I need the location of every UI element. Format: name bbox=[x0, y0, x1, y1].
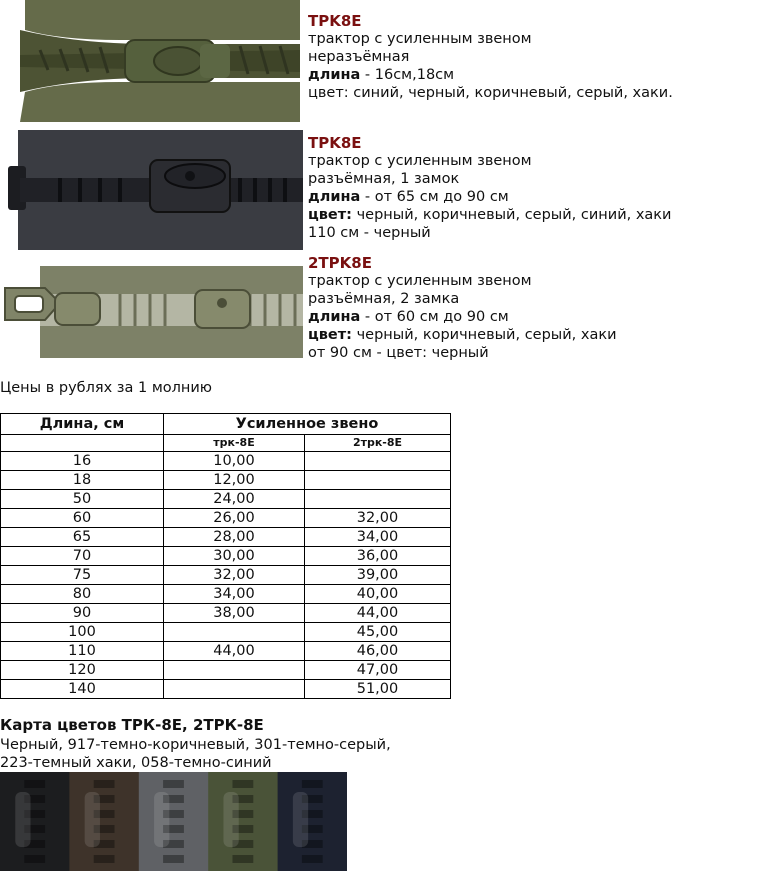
cell-length: 100 bbox=[1, 623, 164, 642]
table-row bbox=[1, 490, 451, 509]
header-length: Длина, см bbox=[1, 414, 164, 435]
cell-price-2trk8e: 47,00 bbox=[305, 661, 451, 680]
table-row bbox=[1, 547, 451, 566]
cell-price-2trk8e bbox=[305, 452, 451, 471]
cell-price-2trk8e bbox=[305, 471, 451, 490]
cell-price-trk8e: 26,00 bbox=[164, 509, 305, 528]
table-row bbox=[1, 528, 451, 547]
product-length: длина - от 60 см до 90 см bbox=[308, 309, 509, 325]
color-card-list bbox=[0, 736, 391, 772]
cell-length: 65 bbox=[1, 528, 164, 547]
cell-price-trk8e bbox=[164, 623, 305, 642]
header-2trk8e: 2трк-8E bbox=[305, 435, 451, 452]
table-row bbox=[1, 452, 451, 471]
cell-price-trk8e: 30,00 bbox=[164, 547, 305, 566]
table-row bbox=[1, 604, 451, 623]
color-list-line: Черный, 917-темно-коричневый, 301-темно-серый, bbox=[0, 737, 391, 753]
cell-price-2trk8e: 46,00 bbox=[305, 642, 451, 661]
cell-price-trk8e: 12,00 bbox=[164, 471, 305, 490]
cell-price-trk8e: 32,00 bbox=[164, 566, 305, 585]
color-swatches bbox=[0, 772, 347, 871]
cell-price-trk8e bbox=[164, 680, 305, 699]
product-colors: цвет: черный, коричневый, серый, синий, хаки bbox=[308, 207, 672, 223]
cell-price-trk8e: 28,00 bbox=[164, 528, 305, 547]
product-code: TPK8E bbox=[308, 134, 362, 152]
product-note: 110 см - черный bbox=[308, 225, 431, 241]
cell-price-trk8e: 44,00 bbox=[164, 642, 305, 661]
table-row bbox=[1, 680, 451, 699]
product-length: длина - 16см,18см bbox=[308, 67, 455, 83]
header-reinforced-link: Усиленное звено bbox=[164, 414, 451, 435]
product-note: от 90 см - цвет: черный bbox=[308, 345, 489, 361]
cell-length: 90 bbox=[1, 604, 164, 623]
cell-price-2trk8e: 32,00 bbox=[305, 509, 451, 528]
zipper-photo-black bbox=[0, 130, 303, 254]
product-type: трактор с усиленным звеном bbox=[308, 153, 532, 169]
cell-price-2trk8e: 40,00 bbox=[305, 585, 451, 604]
product-kind: разъёмная, 1 замок bbox=[308, 171, 460, 187]
color-swatch bbox=[0, 772, 70, 871]
cell-length: 110 bbox=[1, 642, 164, 661]
color-swatch bbox=[139, 772, 209, 871]
product-length: длина - от 65 см до 90 см bbox=[308, 189, 509, 205]
product-colors: цвет: черный, коричневый, серый, хаки bbox=[308, 327, 617, 343]
zipper-photo-khaki bbox=[0, 0, 300, 126]
cell-length: 120 bbox=[1, 661, 164, 680]
product-colors: цвет: синий, черный, коричневый, серый, хаки. bbox=[308, 85, 673, 101]
cell-length: 50 bbox=[1, 490, 164, 509]
cell-length: 16 bbox=[1, 452, 164, 471]
cell-price-trk8e bbox=[164, 661, 305, 680]
price-caption: Цены в рублях за 1 молнию bbox=[0, 380, 213, 396]
product-description bbox=[308, 12, 673, 102]
cell-length: 18 bbox=[1, 471, 164, 490]
cell-length: 60 bbox=[1, 509, 164, 528]
color-swatch bbox=[278, 772, 347, 871]
cell-length: 140 bbox=[1, 680, 164, 699]
color-swatch bbox=[69, 772, 139, 871]
product-code: TPK8E bbox=[308, 12, 362, 30]
cell-price-2trk8e: 39,00 bbox=[305, 566, 451, 585]
table-row bbox=[1, 509, 451, 528]
product-description bbox=[308, 134, 671, 242]
color-card-title: Карта цветов ТРК-8Е, 2ТРК-8Е bbox=[0, 716, 264, 734]
cell-price-2trk8e: 36,00 bbox=[305, 547, 451, 566]
cell-price-trk8e: 10,00 bbox=[164, 452, 305, 471]
cell-price-2trk8e bbox=[305, 490, 451, 509]
product-description bbox=[308, 254, 617, 362]
table-row bbox=[1, 585, 451, 604]
product-type: трактор с усиленным звеном bbox=[308, 273, 532, 289]
cell-length: 70 bbox=[1, 547, 164, 566]
header-empty bbox=[1, 435, 164, 452]
cell-price-trk8e: 34,00 bbox=[164, 585, 305, 604]
cell-length: 75 bbox=[1, 566, 164, 585]
cell-price-2trk8e: 45,00 bbox=[305, 623, 451, 642]
cell-length: 80 bbox=[1, 585, 164, 604]
cell-price-trk8e: 38,00 bbox=[164, 604, 305, 623]
cell-price-2trk8e: 44,00 bbox=[305, 604, 451, 623]
zipper-photo-olive-double bbox=[0, 258, 303, 362]
header-trk8e: трк-8E bbox=[164, 435, 305, 452]
table-row bbox=[1, 623, 451, 642]
table-row bbox=[1, 471, 451, 490]
color-list-line: 223-темный хаки, 058-темно-синий bbox=[0, 755, 272, 771]
table-row bbox=[1, 642, 451, 661]
product-type: трактор с усиленным звеном bbox=[308, 31, 532, 47]
cell-price-2trk8e: 34,00 bbox=[305, 528, 451, 547]
product-code: 2TPK8E bbox=[308, 254, 372, 272]
cell-price-2trk8e: 51,00 bbox=[305, 680, 451, 699]
price-table bbox=[0, 413, 451, 699]
product-kind: разъёмная, 2 замка bbox=[308, 291, 460, 307]
table-row bbox=[1, 566, 451, 585]
cell-price-trk8e: 24,00 bbox=[164, 490, 305, 509]
product-kind: неразъёмная bbox=[308, 49, 410, 65]
table-row bbox=[1, 661, 451, 680]
color-swatch bbox=[208, 772, 278, 871]
